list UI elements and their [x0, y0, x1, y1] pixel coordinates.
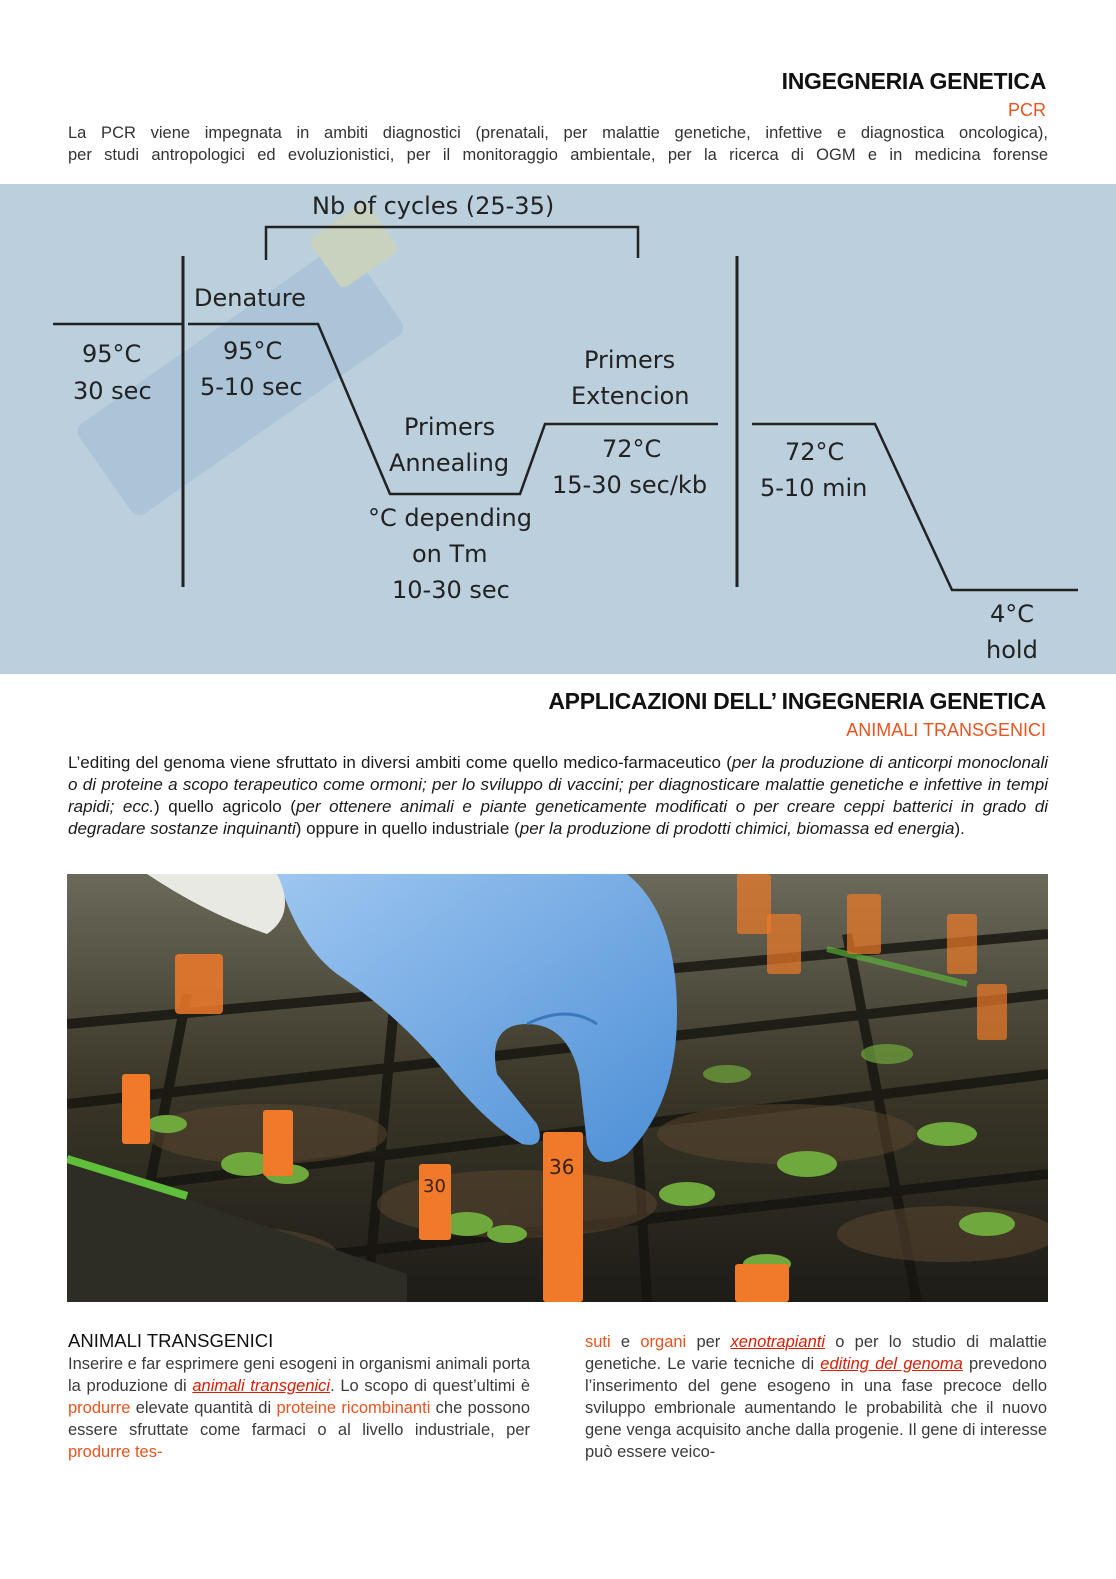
section-subtitle: ANIMALI TRANSGENICI — [846, 720, 1046, 740]
tag-30-label: 30 — [423, 1176, 446, 1197]
para-text-2: ) quello agricolo ( — [154, 797, 296, 816]
left-text-g: che possono essere sfruttate come farmaci o al livello industriale, per — [68, 1399, 530, 1439]
seedlings-illustration — [67, 874, 1048, 1302]
para-italic-1: per la produzione di anticorpi monoclonali o di proteine a scopo terapeutico come ormoni; per lo sviluppo di vaccini; per diagnosticare malattie genetiche e infettive in tempi rapidi; ecc. — [68, 753, 1049, 816]
denature-temp: 95°C — [223, 337, 283, 365]
right-column-text — [585, 1331, 1047, 1463]
highlight-produrre-tessuti: produrre tes- — [68, 1443, 163, 1461]
link-editing-del-genoma[interactable]: editing del genoma — [820, 1355, 963, 1373]
annealing-temp-1: °C depending — [368, 504, 532, 532]
annealing-time: 10-30 sec — [392, 576, 510, 604]
page-subtitle: PCR — [1007, 100, 1046, 120]
link-animali-transgenici[interactable]: animali transgenici — [192, 1377, 331, 1395]
highlight-suti: suti — [585, 1333, 611, 1351]
right-text-f: o per lo studio di malattie genetiche. Le varie tecniche di — [585, 1333, 1047, 1373]
right-text-d: per — [686, 1333, 731, 1351]
extension-label-1: Primers — [584, 346, 676, 374]
denature-label: Denature — [194, 284, 306, 312]
left-text-c: . Lo scopo di quest’ultimi è — [330, 1377, 530, 1395]
intro-line-2: per studi antropologici ed evoluzionistici, per il monitoraggio ambientale, per la ricerca di OGM e in medicina forense — [68, 146, 1048, 164]
column-title: ANIMALI TRANSGENICI — [68, 1330, 274, 1351]
hold-label: hold — [986, 636, 1038, 664]
intro-line-1: La PCR viene impegnata in ambiti diagnostici (prenatali, per malattie genetiche, infettive e diagnostica oncologica), — [68, 124, 1048, 142]
left-column-text — [68, 1353, 530, 1463]
pcr-cycle-graph — [0, 184, 1116, 674]
highlight-proteine-ricombinanti: proteine ricombinanti — [276, 1399, 431, 1417]
para-text-1: L’editing del genoma viene sfruttato in diversi ambiti come quello medico-farmaceutico ( — [68, 753, 732, 772]
highlight-produrre: produrre — [68, 1399, 131, 1417]
extension-time: 15-30 sec/kb — [552, 471, 708, 499]
pcr-diagram — [0, 184, 1116, 674]
applications-paragraph — [68, 752, 1048, 840]
left-text-e: elevate quantità di — [130, 1399, 277, 1417]
initial-time: 30 sec — [73, 377, 152, 405]
section-title: APPLICAZIONI DELL’ INGEGNERIA GENETICA — [548, 688, 1046, 714]
para-italic-3: per la produzione di prodotti chimici, biomassa ed energia — [519, 819, 955, 838]
initial-temp: 95°C — [82, 340, 142, 368]
denature-time: 5-10 sec — [200, 373, 303, 401]
final-time: 5-10 min — [760, 474, 868, 502]
tag-36-label: 36 — [549, 1155, 575, 1179]
seedlings-photo — [67, 874, 1048, 1302]
annealing-label-2: Annealing — [389, 449, 510, 477]
para-text-3: ) oppure in quello industriale ( — [295, 819, 520, 838]
highlight-organi: organi — [640, 1333, 687, 1351]
intro-paragraph — [68, 122, 1048, 166]
extension-temp: 72°C — [602, 435, 662, 463]
page-title: INGEGNERIA GENETICA — [781, 68, 1046, 94]
final-temp: 72°C — [785, 438, 845, 466]
annealing-label-1: Primers — [404, 413, 496, 441]
right-text-b: e — [610, 1333, 641, 1351]
cycles-label: Nb of cycles (25-35) — [312, 192, 555, 220]
left-text-a: Inserire e far esprimere geni esogeni in organismi animali porta la produzione di — [68, 1355, 530, 1395]
hold-temp: 4°C — [990, 600, 1035, 628]
extension-label-2: Extencion — [571, 382, 690, 410]
link-xenotrapianti[interactable]: xenotrapianti — [730, 1333, 826, 1351]
para-text-4: ). — [954, 819, 965, 838]
para-italic-2: per ottenere animali e piante geneticamente modificati o per creare ceppi batterici in grado di degradare sostanze inquinanti — [68, 797, 1048, 838]
right-text-h: prevedono l’inserimento del gene esogeno in una fase precoce dello sviluppo embrionale aumentando le probabilità che il nuovo gene venga acquisito anche dalla progenie. Il gene di interesse può essere veico- — [585, 1355, 1047, 1461]
annealing-temp-2: on Tm — [412, 540, 488, 568]
